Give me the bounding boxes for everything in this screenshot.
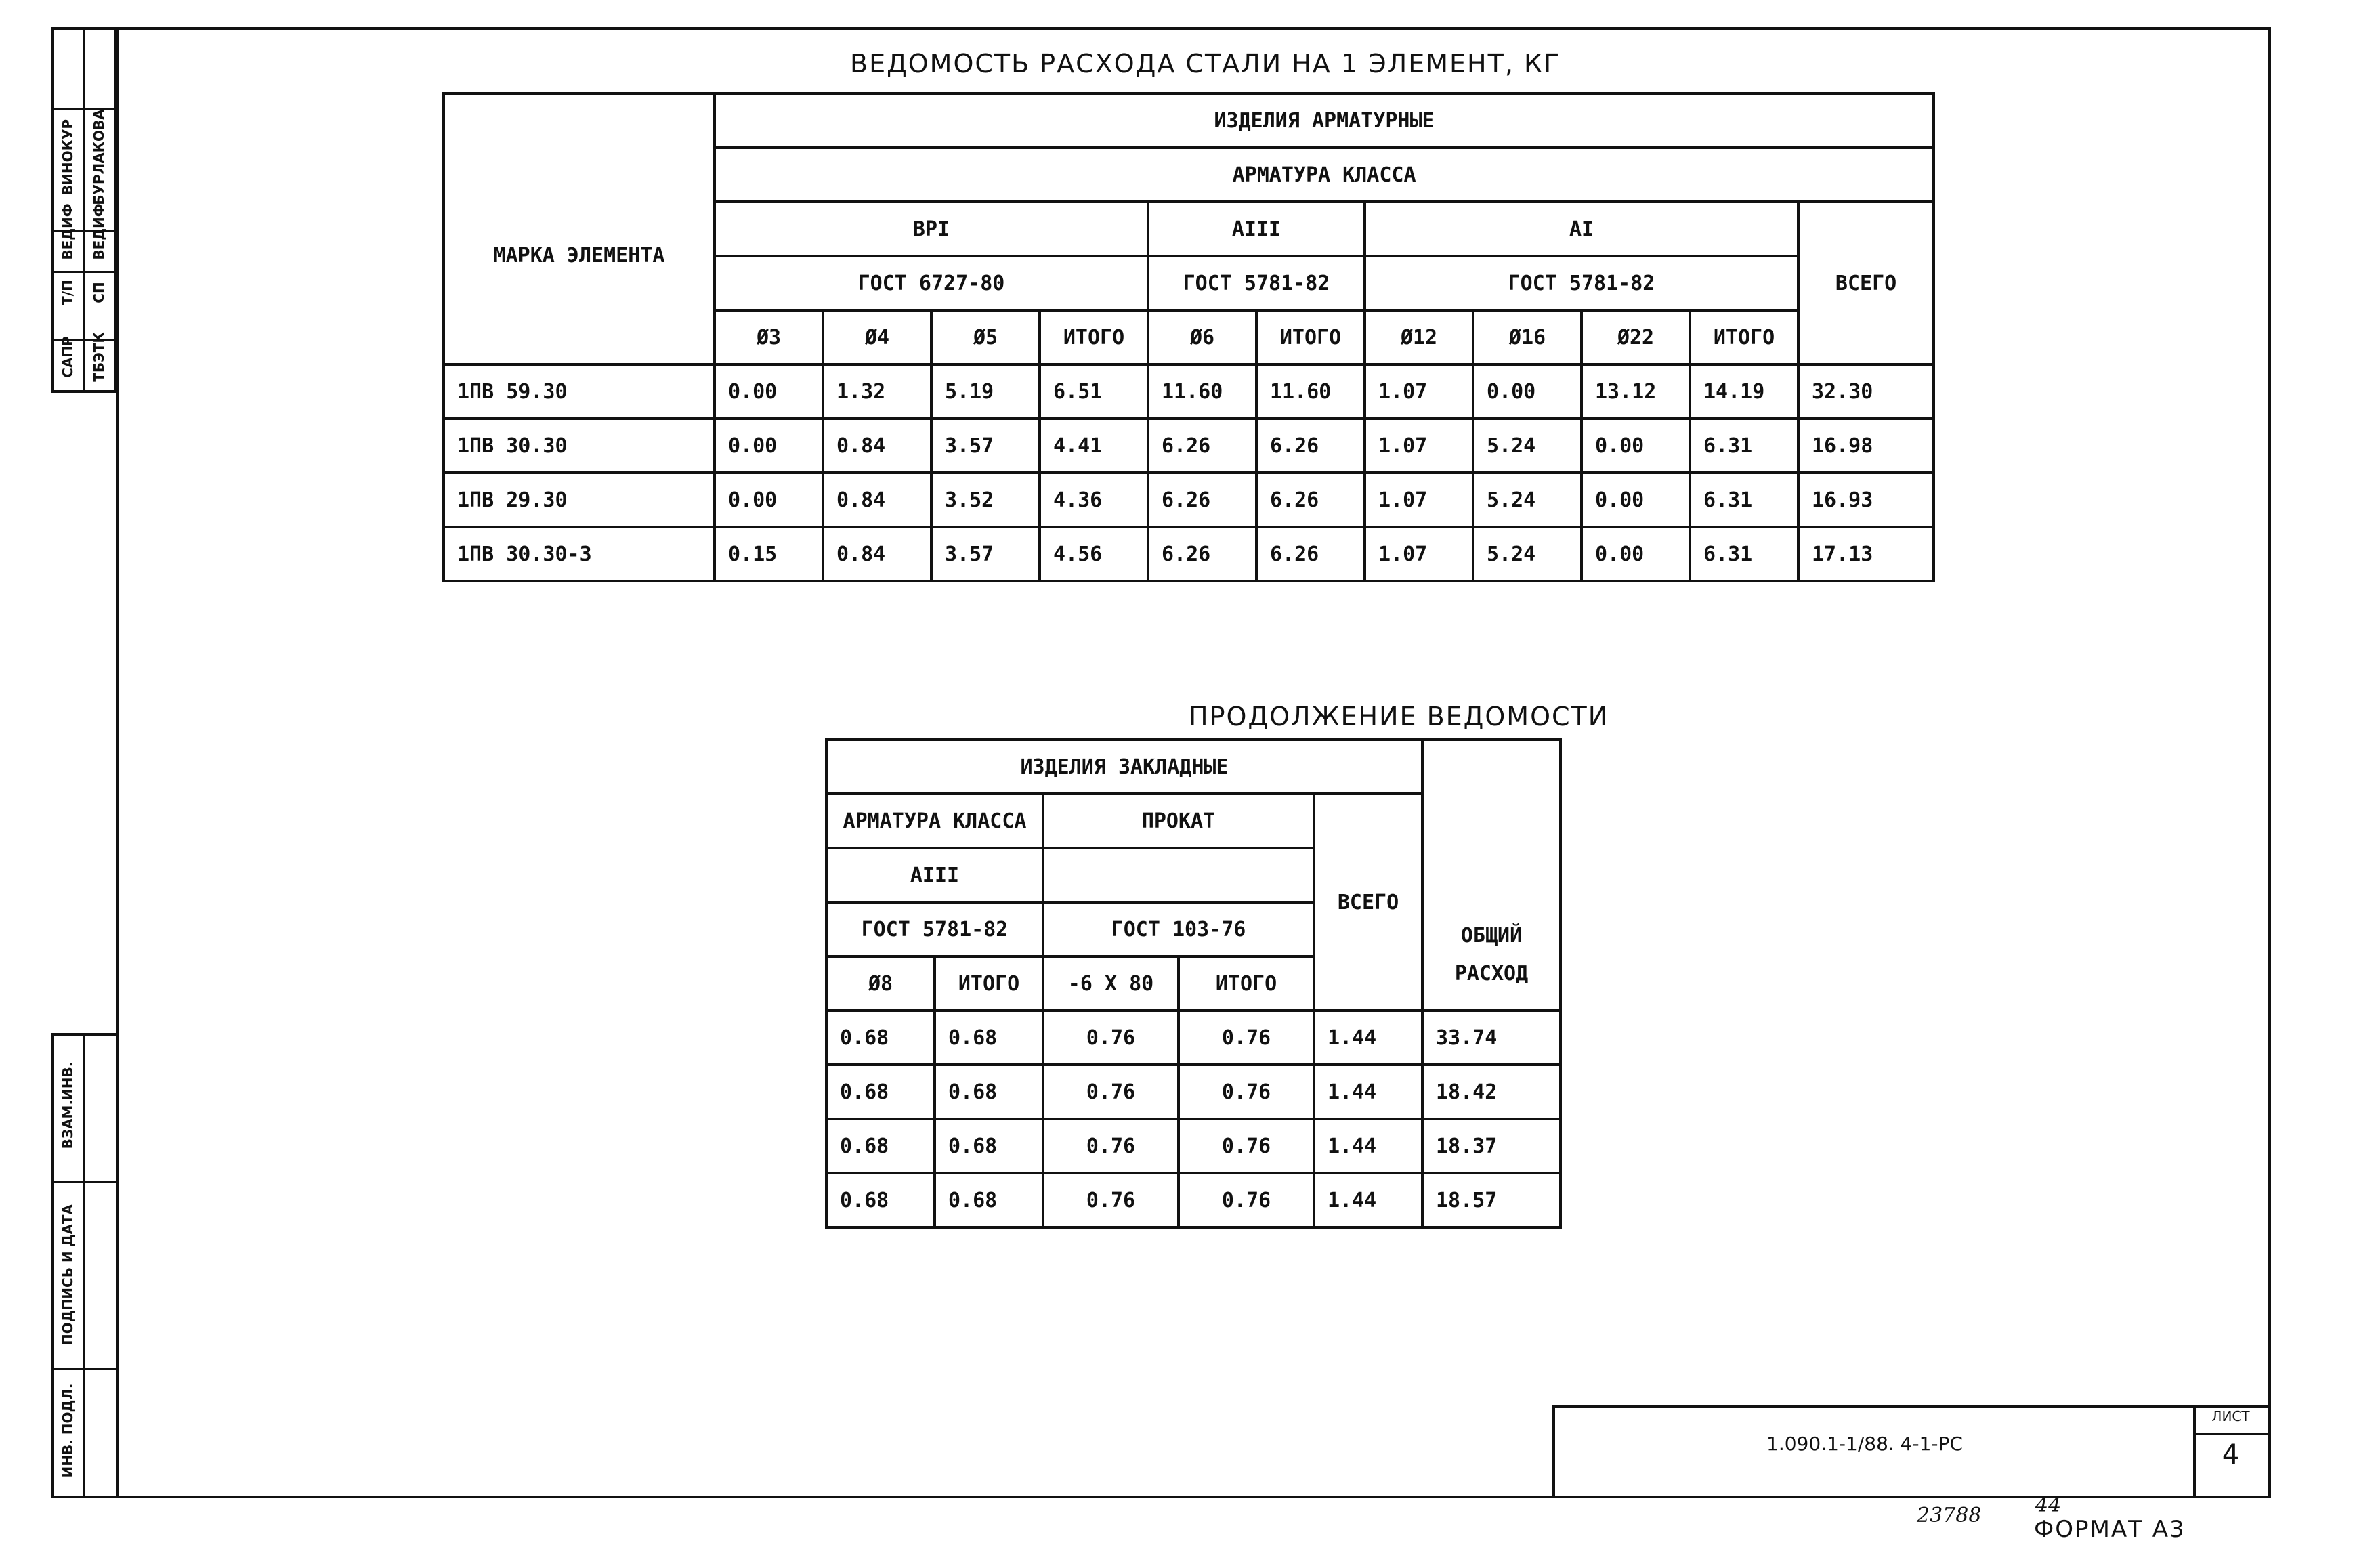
group-header: ИЗДЕЛИЯ АРМАТУРНЫЕ xyxy=(715,93,1934,148)
sub-header: ИТОГО xyxy=(1256,310,1365,364)
cell: 5.24 xyxy=(1473,419,1582,473)
table1-title: ВЕДОМОСТЬ РАСХОДА СТАЛИ НА 1 ЭЛЕМЕНТ, КГ xyxy=(850,49,1561,79)
row-mark: 1ПВ 30.30 xyxy=(444,419,715,473)
cell: 6.51 xyxy=(1040,364,1148,419)
embedded-total-header: ВСЕГО xyxy=(1314,794,1422,1011)
prokat-empty-cell xyxy=(1043,848,1314,902)
table-row xyxy=(826,1011,1561,1065)
sub-header: ИТОГО xyxy=(935,956,1043,1011)
steel-consumption-table xyxy=(442,92,1935,582)
table-row xyxy=(826,1173,1561,1227)
cell: 0.76 xyxy=(1179,1173,1314,1227)
total-header: ВСЕГО xyxy=(1798,202,1934,364)
cell: 5.24 xyxy=(1473,473,1582,527)
cell: 4.36 xyxy=(1040,473,1148,527)
cell-overall: 18.37 xyxy=(1422,1119,1561,1173)
sub-header: Ø22 xyxy=(1582,310,1690,364)
stamp-label-sp: СП xyxy=(91,282,107,303)
cell-total: 16.98 xyxy=(1798,419,1934,473)
embedded-group-header: ИЗДЕЛИЯ ЗАКЛАДНЫЕ xyxy=(826,740,1422,794)
cell: 1.44 xyxy=(1314,1065,1422,1119)
cell: 0.76 xyxy=(1179,1065,1314,1119)
cell: 6.26 xyxy=(1148,419,1256,473)
cell: 11.60 xyxy=(1148,364,1256,419)
cell: 0.68 xyxy=(935,1119,1043,1173)
table-row xyxy=(444,364,1934,419)
embedded-gost-a3: ГОСТ 5781-82 xyxy=(826,902,1043,956)
sub-header: Ø12 xyxy=(1365,310,1473,364)
cell: 0.84 xyxy=(823,527,931,581)
cell: 1.44 xyxy=(1314,1119,1422,1173)
cell: 0.00 xyxy=(1582,527,1690,581)
cell: 0.15 xyxy=(715,527,823,581)
cell: 0.68 xyxy=(826,1011,935,1065)
cell: 6.26 xyxy=(1148,473,1256,527)
cell-overall: 18.57 xyxy=(1422,1173,1561,1227)
cell: 4.41 xyxy=(1040,419,1148,473)
stamp-label-inv-podl: ИНВ. ПОДЛ. xyxy=(60,1383,76,1478)
gost-a3: ГОСТ 5781-82 xyxy=(1148,256,1365,310)
cell-overall: 33.74 xyxy=(1422,1011,1561,1065)
cell: 1.07 xyxy=(1365,364,1473,419)
cell: 0.68 xyxy=(826,1065,935,1119)
overall-line-1: ОБЩИЙ xyxy=(1460,924,1523,948)
cell: 0.68 xyxy=(826,1173,935,1227)
sheet-number: 4 xyxy=(2222,1439,2240,1470)
sub-header: ИТОГО xyxy=(1179,956,1314,1011)
archive-page: 44 xyxy=(2035,1493,2062,1517)
embedded-gost-prokat: ГОСТ 103-76 xyxy=(1043,902,1314,956)
stamp-label-vedif-2: ВЕДИФ xyxy=(91,203,107,260)
a1-header: АI xyxy=(1365,202,1798,256)
stamp-label-vedif-1: ВЕДИФ xyxy=(60,203,76,260)
cell: 0.00 xyxy=(1582,473,1690,527)
cell: 6.26 xyxy=(1256,419,1365,473)
table-row xyxy=(826,1119,1561,1173)
gost-bp1: ГОСТ 6727-80 xyxy=(715,256,1148,310)
sub-header: -6 X 80 xyxy=(1043,956,1179,1011)
cell: 0.00 xyxy=(715,419,823,473)
frame-right xyxy=(2268,27,2271,1498)
table-row xyxy=(444,419,1934,473)
embedded-a3-header: АIII xyxy=(826,848,1043,902)
bp1-header: ВРI xyxy=(715,202,1148,256)
cell: 0.68 xyxy=(826,1119,935,1173)
cell: 0.76 xyxy=(1043,1173,1179,1227)
sub-header: ИТОГО xyxy=(1040,310,1148,364)
sub-header: Ø5 xyxy=(931,310,1040,364)
cell-overall: 18.42 xyxy=(1422,1065,1561,1119)
cell: 14.19 xyxy=(1690,364,1798,419)
sub-header: Ø3 xyxy=(715,310,823,364)
overall-header xyxy=(1422,740,1561,1011)
embedded-class-header: АРМАТУРА КЛАССА xyxy=(826,794,1043,848)
cell: 0.00 xyxy=(1473,364,1582,419)
sub-header: Ø4 xyxy=(823,310,931,364)
cell: 0.76 xyxy=(1179,1011,1314,1065)
archive-number: 23788 xyxy=(1917,1504,1982,1527)
cell: 0.76 xyxy=(1043,1011,1179,1065)
sub-header: Ø8 xyxy=(826,956,935,1011)
cell: 0.68 xyxy=(935,1173,1043,1227)
cell: 3.57 xyxy=(931,419,1040,473)
cell-total: 17.13 xyxy=(1798,527,1934,581)
table-row xyxy=(826,1065,1561,1119)
cell: 0.00 xyxy=(715,364,823,419)
table-row xyxy=(444,473,1934,527)
stamp-label-signature-date: ПОДПИСЬ И ДАТА xyxy=(60,1204,76,1346)
cell: 6.31 xyxy=(1690,473,1798,527)
sub-header: Ø16 xyxy=(1473,310,1582,364)
row-mark: 1ПВ 30.30-3 xyxy=(444,527,715,581)
cell: 0.00 xyxy=(715,473,823,527)
frame-top xyxy=(51,27,2271,30)
stamp-label-tp: Т/П xyxy=(60,280,76,305)
cell: 0.76 xyxy=(1043,1065,1179,1119)
cell: 0.68 xyxy=(935,1011,1043,1065)
cell: 0.68 xyxy=(935,1065,1043,1119)
gost-a1: ГОСТ 5781-82 xyxy=(1365,256,1798,310)
sub-header: Ø6 xyxy=(1148,310,1256,364)
sub-header: ИТОГО xyxy=(1690,310,1798,364)
cell: 6.31 xyxy=(1690,419,1798,473)
corner-cell xyxy=(444,93,715,148)
mark-header: МАРКА ЭЛЕМЕНТА xyxy=(444,148,715,364)
cell: 1.07 xyxy=(1365,419,1473,473)
cell: 0.76 xyxy=(1043,1119,1179,1173)
table2-title: ПРОДОЛЖЕНИЕ ВЕДОМОСТИ xyxy=(1189,702,1609,732)
cell: 5.19 xyxy=(931,364,1040,419)
table-row xyxy=(444,527,1934,581)
cell: 13.12 xyxy=(1582,364,1690,419)
class-header: АРМАТУРА КЛАССА xyxy=(715,148,1934,202)
embedded-parts-table xyxy=(825,738,1562,1229)
cell: 0.84 xyxy=(823,419,931,473)
a3-header: АIII xyxy=(1148,202,1365,256)
stamp-label-vinokur: ВИНОКУР xyxy=(60,119,76,196)
doc-code: 1.090.1-1/88. 4-1-РС xyxy=(1766,1433,1963,1455)
sheet-label: ЛИСТ xyxy=(2211,1408,2250,1424)
cell: 1.07 xyxy=(1365,527,1473,581)
cell: 0.00 xyxy=(1582,419,1690,473)
format-label: ФОРМАТ А3 xyxy=(2034,1516,2186,1543)
cell-total: 32.30 xyxy=(1798,364,1934,419)
stamp-label-vzam-inv: ВЗАМ.ИНВ. xyxy=(60,1061,76,1149)
overall-line-2: РАСХОД xyxy=(1454,962,1529,986)
stamp-label-tbetk: ТБЭТК xyxy=(91,332,107,382)
stamp-label-sapr: САПР xyxy=(60,336,76,378)
cell: 1.44 xyxy=(1314,1011,1422,1065)
prokat-header: ПРОКАТ xyxy=(1043,794,1314,848)
cell: 0.84 xyxy=(823,473,931,527)
cell: 6.26 xyxy=(1256,527,1365,581)
cell: 1.44 xyxy=(1314,1173,1422,1227)
cell: 6.31 xyxy=(1690,527,1798,581)
cell: 3.57 xyxy=(931,527,1040,581)
cell: 6.26 xyxy=(1148,527,1256,581)
row-mark: 1ПВ 29.30 xyxy=(444,473,715,527)
cell-total: 16.93 xyxy=(1798,473,1934,527)
cell: 11.60 xyxy=(1256,364,1365,419)
cell: 6.26 xyxy=(1256,473,1365,527)
cell: 4.56 xyxy=(1040,527,1148,581)
stamp-label-burlakova: БУРЛАКОВА xyxy=(91,109,107,205)
cell: 5.24 xyxy=(1473,527,1582,581)
row-mark: 1ПВ 59.30 xyxy=(444,364,715,419)
cell: 1.07 xyxy=(1365,473,1473,527)
cell: 1.32 xyxy=(823,364,931,419)
cell: 3.52 xyxy=(931,473,1040,527)
cell: 0.76 xyxy=(1179,1119,1314,1173)
